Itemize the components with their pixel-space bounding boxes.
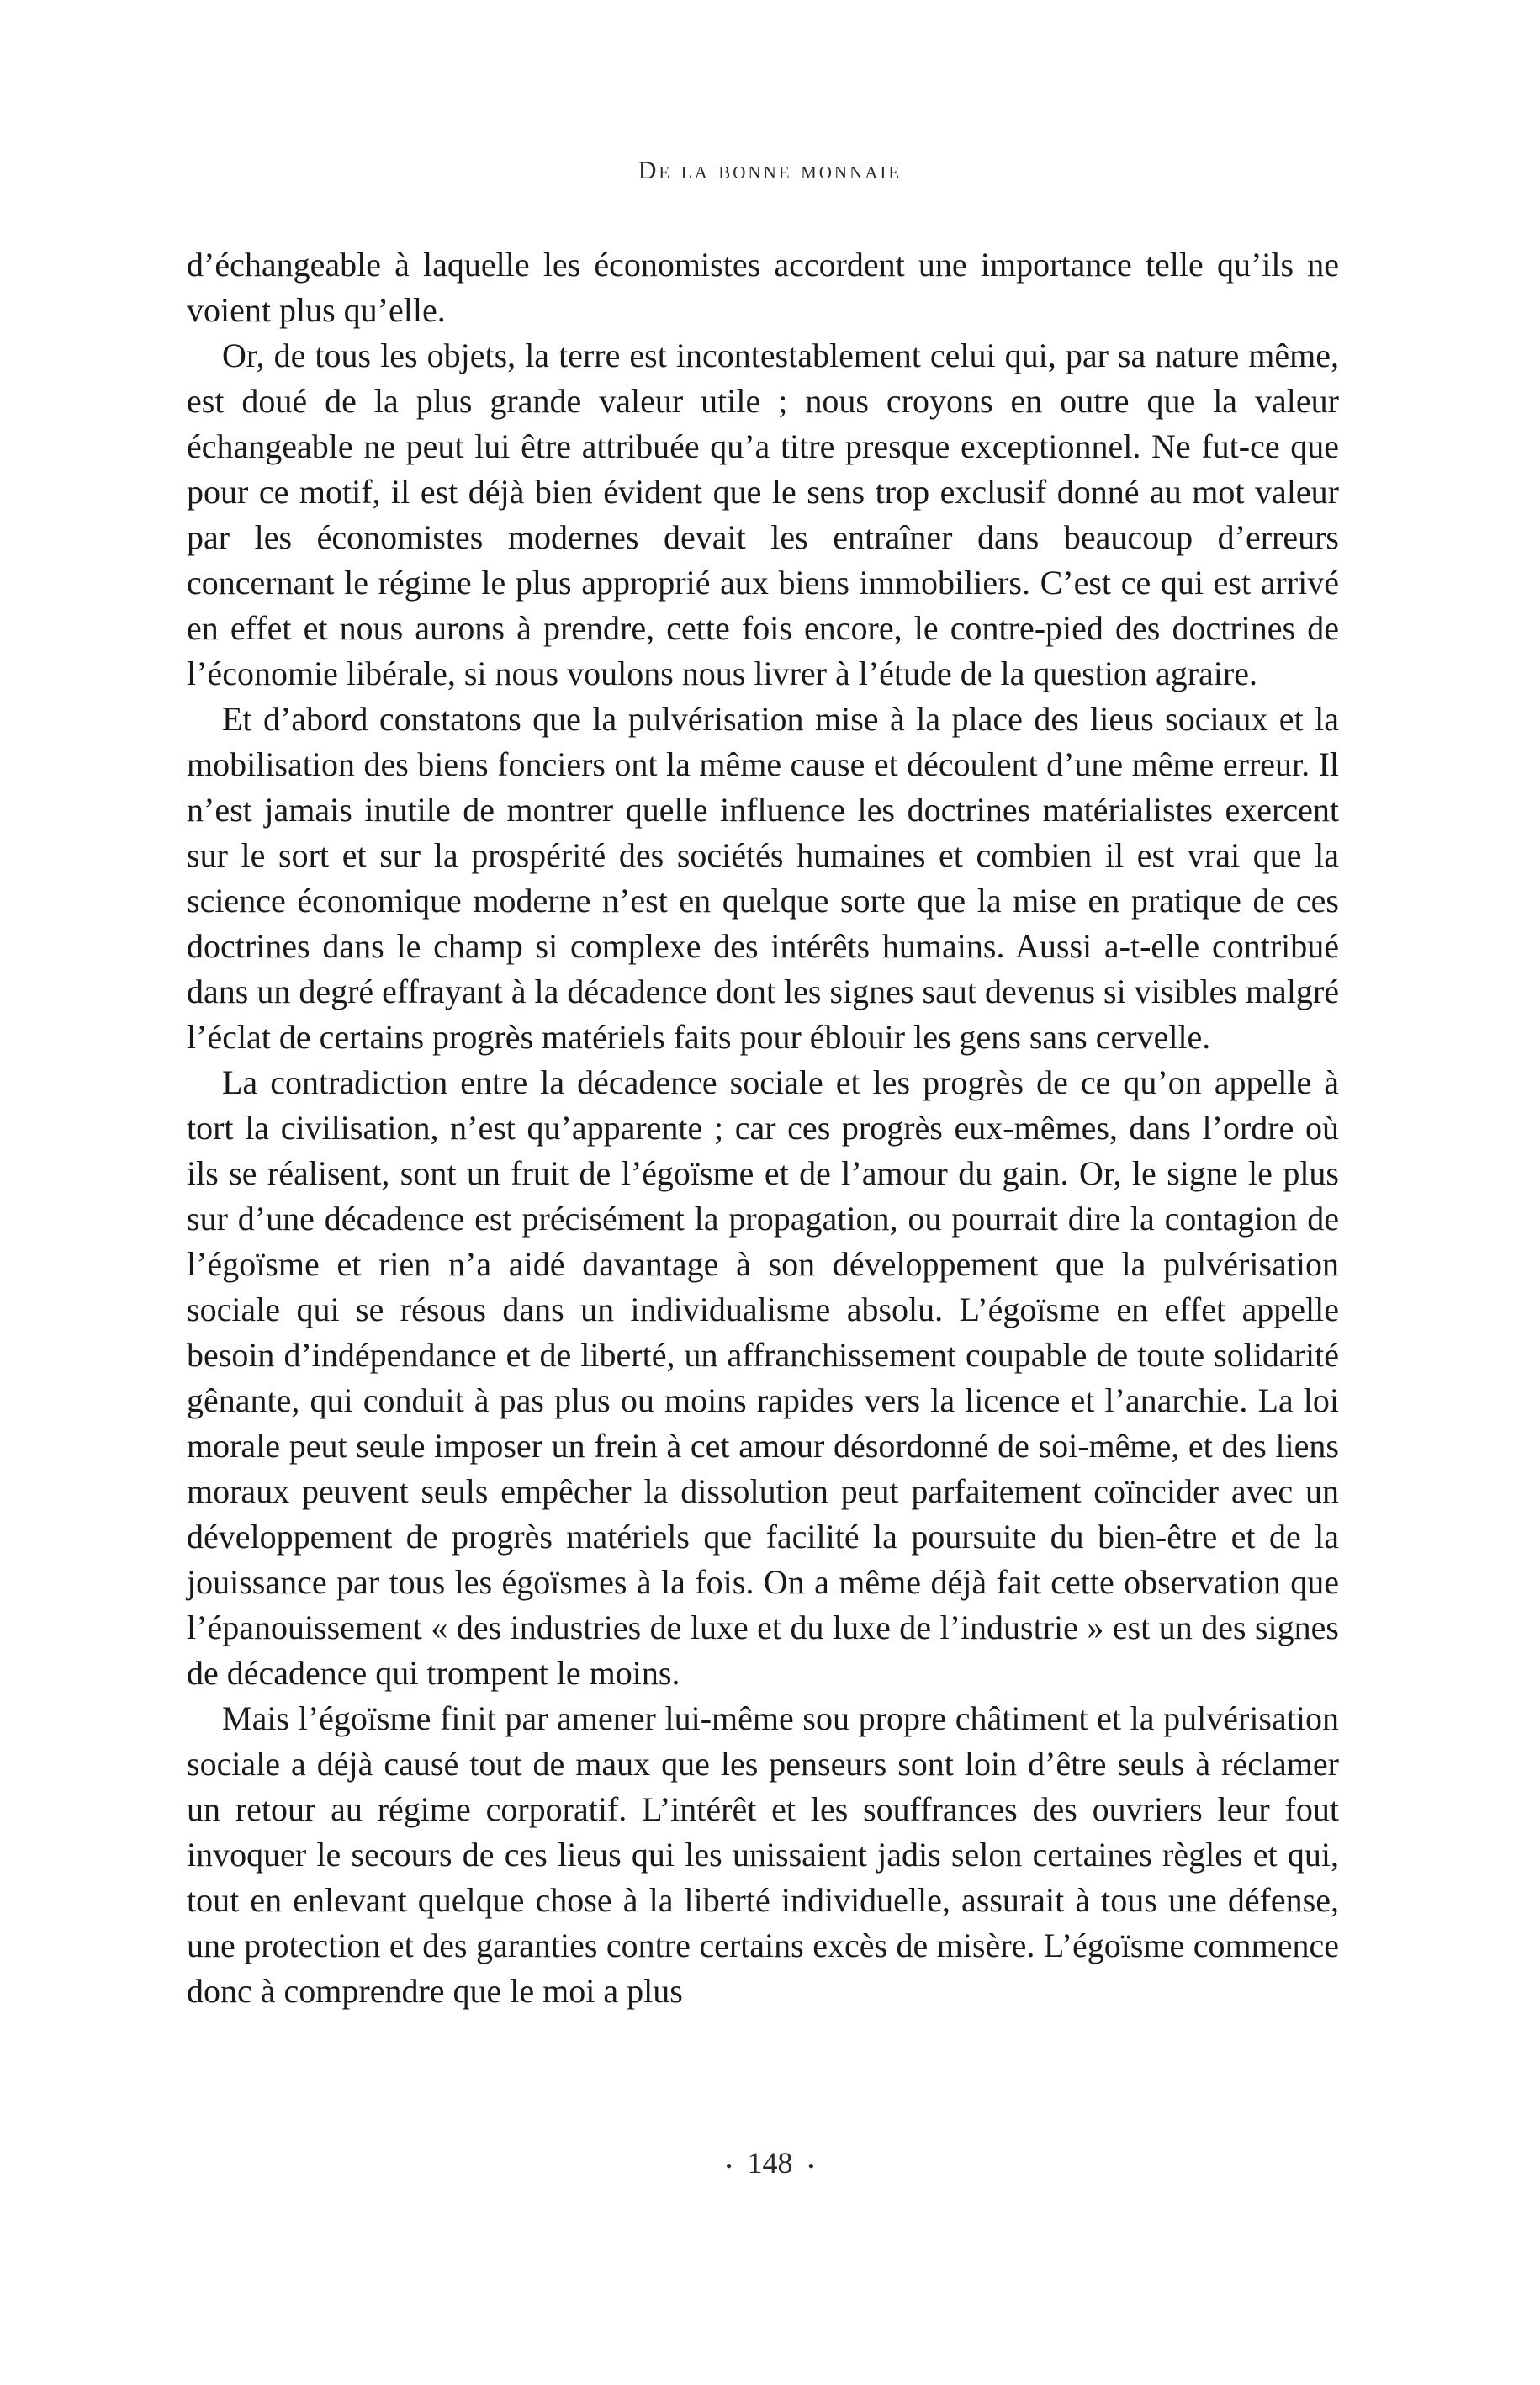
bullet-ornament-right: • [807, 2154, 815, 2176]
running-head: De la bonne monnaie [638, 156, 902, 184]
body-text [187, 242, 1339, 2014]
paragraph: d’échangeable à laquelle les économistes accordent une importance telle qu’ils ne voient plus qu’elle. [187, 246, 1339, 329]
bullet-ornament-left: • [725, 2154, 733, 2176]
paragraph: Or, de tous les objets, la terre est incontestablement celui qui, par sa nature même, est doué de la plus grande valeur utile ; nous croyons en outre que la valeur échangeable ne peut lui être attribuée qu’a titre presque exceptionnel. Ne fut-ce que pour ce motif, il est déjà bien évident que le sens trop exclusif donné au mot valeur par les économistes modernes devait les entraîner dans beaucoup d’erreurs concernant le régime le plus approprié aux biens immobiliers. C’est ce qui est arrivé en effet et nous aurons à prendre, cette fois encore, le contre-pied des doctrines de l’économie libérale, si nous voulons nous livrer à l’étude de la question agraire. [187, 337, 1339, 692]
paragraph: Mais l’égoïsme finit par amener lui-même sou propre châtiment et la pulvérisation sociale a déjà causé tout de maux que les penseurs sont loin d’être seuls à réclamer un retour au régime corporatif. L’intérêt et les souffrances des ouvriers leur fout invoquer le secours de ces lieus qui les unissaient jadis selon certaines règles et qui, tout en enlevant quelque chose à la liberté individuelle, assurait à tous une défense, une protection et des garanties contre certains excès de misère. L’égoïsme commence donc à comprendre que le moi a plus [187, 1699, 1339, 2010]
page-number: 148 [747, 2146, 793, 2180]
page-number-footer [0, 2145, 1540, 2181]
paragraph: La contradiction entre la décadence sociale et les progrès de ce qu’on appelle à tort la civilisation, n’est qu’apparente ; car ces progrès eux-mêmes, dans l’ordre où ils se réalisent, sont un fruit de l’égoïsme et de l’amour du gain. Or, le signe le plus sur d’une décadence est précisément la propagation, ou pourrait dire la contagion de l’égoïsme et rien n’a aidé davantage à son développement que la pulvérisation sociale qui se résous dans un individualisme absolu. L’égoïsme en effet appelle besoin d’indépendance et de liberté, un affranchissement coupable de toute solidarité gênante, qui conduit à pas plus ou moins rapides vers la licence et l’anarchie. La loi morale peut seule imposer un frein à cet amour désordonné de soi-même, et des liens moraux peuvent seuls empêcher la dissolution peut parfaitement coïncider avec un développement de progrès matériels que facilité la poursuite du bien-être et de la jouissance par tous les égoïsmes à la fois. On a même déjà fait cette observation que l’épanouissement « des industries de luxe et du luxe de l’industrie » est un des signes de décadence qui trompent le moins. [187, 1063, 1339, 1692]
paragraph: Et d’abord constatons que la pulvérisation mise à la place des lieus sociaux et la mobilisation des biens fonciers ont la même cause et découlent d’une même erreur. Il n’est jamais inutile de montrer quelle influence les doctrines matérialistes exercent sur le sort et sur la prospérité des sociétés humaines et combien il est vrai que la science économique moderne n’est en quelque sorte que la mise en pratique de ces doctrines dans le champ si complexe des intérêts humains. Aussi a-t-elle contribué dans un degré effrayant à la décadence dont les signes saut devenus si visibles malgré l’éclat de certains progrès matériels faits pour éblouir les gens sans cervelle. [187, 700, 1339, 1056]
